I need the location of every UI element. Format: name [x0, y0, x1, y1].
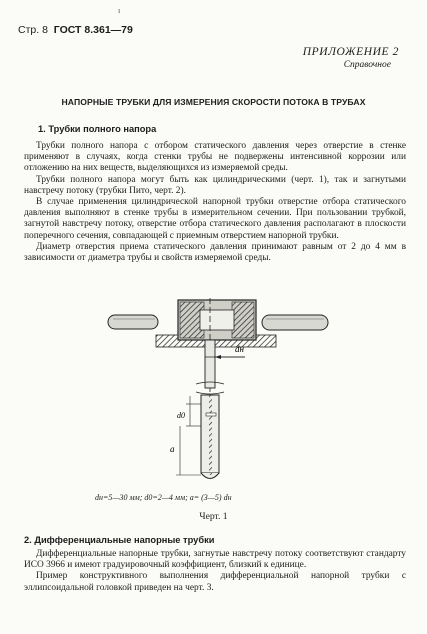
standard-code: ГОСТ 8.361—79: [53, 24, 133, 36]
dim-d0-label: d0: [177, 411, 185, 420]
paragraph: Пример конструктивного выполнения дифференциальной напорной трубки с эллипсоидальной головкой приведен на черт. 3.: [24, 571, 406, 593]
figure-caption: Черт. 1: [199, 511, 228, 522]
main-title: НАПОРНЫЕ ТРУБКИ ДЛЯ ИЗМЕРЕНИЯ СКОРОСТИ ПОТОКА В ТРУБАХ: [61, 97, 366, 107]
paragraph: Диаметр отверстия приема статического давления принимают равным от 2 до 4 мм в зависимости от диаметра трубы и свойств измеряемой среды.: [24, 241, 406, 264]
section2-heading: 2. Дифференциальные напорные трубки: [24, 535, 215, 545]
dim-dn-label: dн: [235, 344, 244, 354]
page-label: Стр. 8: [18, 24, 48, 36]
dim-a-label: a: [170, 444, 175, 454]
section1-heading: 1. Трубки полного напора: [38, 124, 157, 134]
appendix-subtitle: Справочное: [343, 60, 391, 70]
figure-note: dн=5—30 мм; d0=2—4 мм; a= (3—5) dн: [95, 493, 232, 502]
tube-stem: [205, 340, 215, 388]
section2-body: [24, 549, 406, 594]
top-mark: ı: [118, 6, 121, 15]
paragraph: Трубки полного напора могут быть как цилиндрическими (черт. 1), так и загнутыми навстречу потоку (трубки Пито, черт. 2).: [24, 174, 406, 196]
paragraph: Дифференциальные напорные трубки, загнутые навстречу потоку соответствуют стандарту ИСО 3966 и имеют градуировочный коэффициент, близкий к единице.: [24, 549, 406, 571]
paragraph: В случае применения цилиндрической напорной трубки отверстие отбора статического давления выполняют в стенке трубы в измерительном сечении. При пользовании трубкой, загнутой навстречу потоку, отверстие отбора статического давления располагают в плоскости поперечного сечения, совпадающей с приемным отверстием напорной трубки.: [24, 197, 406, 241]
paragraph: Трубки полного напора с отбором статического давления через отверстие в стенке применяют в случаях, когда стенки трубы не подвержены интенсивной коррозии или отложению на них веществ, выделяющихся из измеряемой среды.: [24, 141, 406, 174]
left-handle: [108, 315, 158, 329]
appendix-title: ПРИЛОЖЕНИЕ 2: [302, 46, 399, 58]
right-handle: [262, 315, 328, 330]
